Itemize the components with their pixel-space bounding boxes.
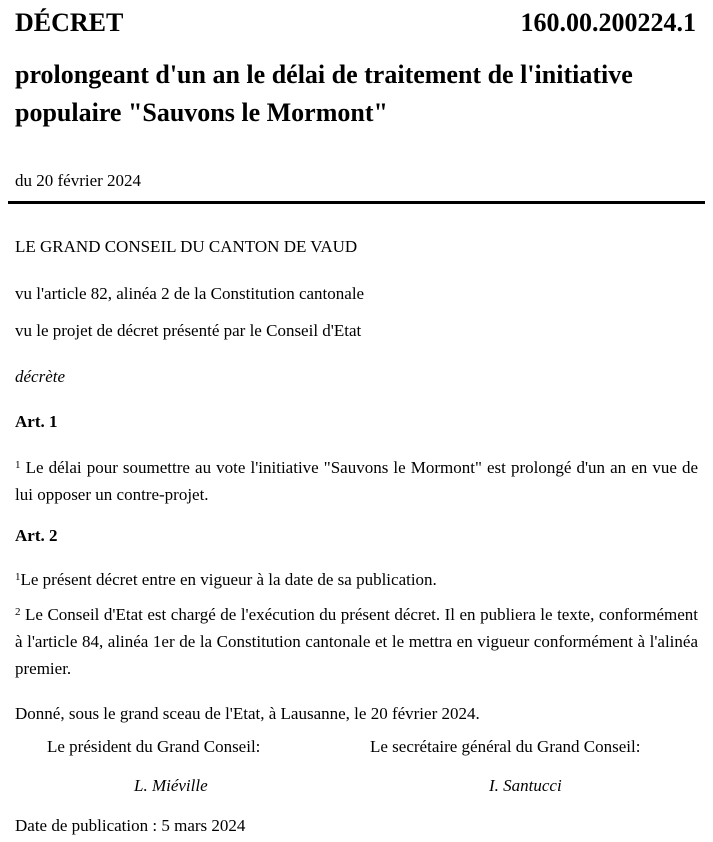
- paragraph-text: Le délai pour soumettre au vote l'initiative "Sauvons le Mormont" est prolongé d'un an en vue de lui opposer un contre-projet.: [15, 458, 698, 504]
- document-title: prolongeant d'un an le délai de traitement de l'initiative populaire "Sauvons le Mormont": [15, 60, 633, 127]
- document-kind: DÉCRET: [15, 8, 124, 37]
- publication-date: Date de publication : 5 mars 2024: [15, 816, 246, 835]
- paragraph-text: Le Conseil d'Etat est chargé de l'exécution du présent décret. Il en publiera le texte, conformément à l'article 84, alinéa 1er de la Constitution cantonale et le mettra en vigueur conformément à l'alinéa premier.: [15, 605, 698, 678]
- article-2-paragraph-2: [15, 601, 698, 682]
- president-name: L. Miéville: [134, 776, 208, 795]
- document-date: du 20 février 2024: [15, 171, 142, 190]
- paragraph-number: 1: [15, 459, 21, 471]
- article-2-heading: Art. 2: [15, 526, 58, 545]
- header-divider: [8, 201, 705, 204]
- given-at: Donné, sous le grand sceau de l'Etat, à Lausanne, le 20 février 2024.: [15, 704, 480, 723]
- article-1-paragraph-1: [15, 454, 698, 508]
- president-title: Le président du Grand Conseil:: [47, 737, 261, 756]
- authority: LE GRAND CONSEIL DU CANTON DE VAUD: [15, 237, 358, 256]
- paragraph-number: 1: [15, 571, 21, 583]
- document-number: 160.00.200224.1: [520, 8, 696, 37]
- secretary-name: I. Santucci: [489, 776, 562, 795]
- paragraph-number: 2: [15, 606, 21, 618]
- article-2-paragraph-1: [15, 566, 698, 593]
- secretary-title: Le secrétaire général du Grand Conseil:: [370, 737, 641, 756]
- decrete: décrète: [15, 367, 66, 386]
- article-1-heading: Art. 1: [15, 412, 58, 431]
- paragraph-text: Le présent décret entre en vigueur à la date de sa publication.: [20, 570, 437, 589]
- vu-projet: vu le projet de décret présenté par le Conseil d'Etat: [15, 321, 362, 340]
- vu-constitution: vu l'article 82, alinéa 2 de la Constitution cantonale: [15, 284, 365, 303]
